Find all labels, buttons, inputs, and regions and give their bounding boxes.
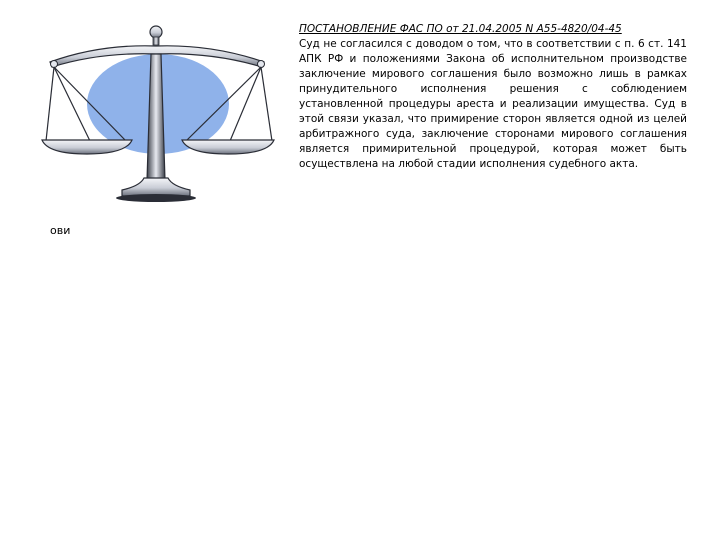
ruling-text-block [299, 22, 687, 172]
caption-text: ови [50, 224, 71, 237]
left-pan [42, 140, 132, 154]
scales-of-justice-icon [40, 14, 276, 204]
ruling-body-text: Суд не согласился с доводом о том, что в соответствии с п. 6 ст. 141 АПК РФ и положениями Закона об исполнительном производстве заключение мирового соглашения было возможно лишь в рамках принудительного исполнения решения с соблюдением установленной процедуры ареста и реализации имущества. Суд в этой связи указал, что примирение сторон является одной из целей арбитражного суда, заключение сторонами мирового соглашения является примирительной процедурой, которая может быть осуществлена на любой стадии исполнения судебного акта. [299, 38, 687, 170]
finial [150, 26, 162, 38]
ruling-heading-link[interactable]: ПОСТАНОВЛЕНИЕ ФАС ПО от 21.04.2005 N А55-4820/04-45 [299, 23, 622, 35]
scale-base [122, 178, 190, 196]
right-pan [182, 140, 274, 154]
